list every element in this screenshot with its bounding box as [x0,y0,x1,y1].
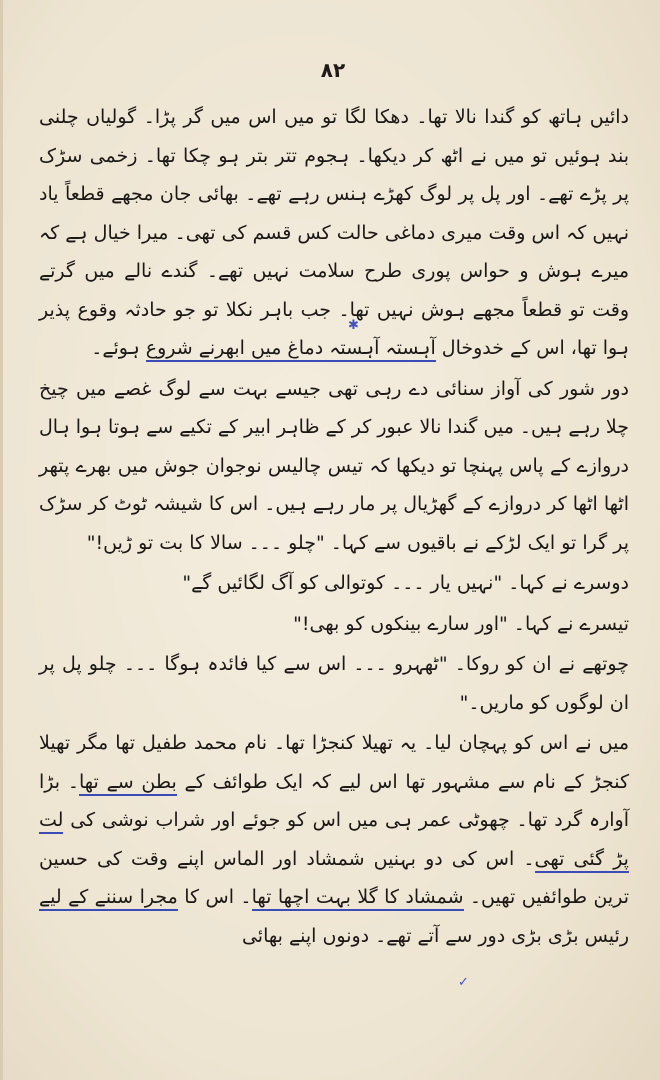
text-run: تیسرے نے کہا۔ "اور سارے بینکوں کو بھی!" [293,612,629,635]
underlined-phrase: بطن سے تھا [79,771,177,796]
underlined-phrase: لت پڑ گئی تھی [39,809,629,873]
text-run: ۔ بڑا آوارہ گرد تھا۔ چھوٹی عمر ہی میں اس کو جوئے اور شراب نوشی کی [39,770,629,831]
text-run: دور شور کی آواز سنائی دے رہی تھی جیسے بہت سے لوگ غصے میں چیخ چلا رہے ہیں۔ میں گندا نالا عبور کر کے ظاہر ابیر کے تکیے سے ہوتا ہوا ہال دروازے کے پاس پہنچا تو دیکھا کہ تیس چالیس نوجوان جوش میں بھرے پتھر اٹھا اٹھا کر دروازے کے گھڑیال پر مار رہے ہیں۔ اس کا شیشہ ٹوٹ کر سڑک پر گرا تو ایک لڑکے نے باقیوں سے کہا۔ "چلو ۔۔۔ سالا کا بت تو ڑیں!" [39,377,629,554]
underlined-phrase: آہستہ آہستہ دماغ میں ابھرنے شروع [146,337,436,362]
text-run: چوتھے نے ان کو روکا۔ "ٹھہرو ۔۔۔ اس سے کیا فائدہ ہوگا ۔۔۔ چلو پل پر ان لوگوں کو ماریں۔" [39,653,629,714]
paragraph [39,724,629,955]
text-run: ہوئے۔ [91,337,146,359]
text-run: ۔ اس کی دو بہنیں شمشاد اور الماس اپنے وقت کی حسین ترین طوائفیں تھیں۔ [39,847,629,908]
paragraph [39,564,629,603]
underlined-phrase: مجرا سننے کے لیے [39,886,178,911]
paragraph [39,98,629,368]
paragraph [39,645,629,722]
body-text [39,98,629,955]
paragraph [39,370,629,563]
page-number: ۸۲ [320,58,346,82]
ink-mark: ✱ [348,318,359,333]
text-run: دائیں ہاتھ کو گندا نالا تھا۔ دھکا لگا تو میں اس میں گر پڑا۔ گولیاں چلنی بند ہوئیں تو میں نے اٹھ کر دیکھا۔ ہجوم تتر بتر ہو چکا تھا۔ زخمی سڑک پر پڑے تھے۔ اور پل پر لوگ کھڑے ہنس رہے تھے۔ بھائی جان مجھے قطعاً یاد نہیں کہ اس وقت میری دماغی حالت کس قسم کی تھی۔ میرا خیال ہے کہ میرے ہوش و حواس پوری طرح سلامت نہیں تھے۔ گندے نالے میں گرتے وقت تو قطعاً مجھے ہوش نہیں تھا۔ جب باہر نکلا تو جو حادثہ وقوع پذیر ہوا تھا، اس کے خدوخال [39,106,629,359]
text-run: میں نے اس کو پہچان لیا۔ یہ تھیلا کنجڑا تھا۔ نام محمد طفیل تھا مگر تھیلا کنجڑ کے نام سے مشہور تھا اس لیے کہ ایک طوائف کے [39,732,629,793]
text-run: رئیس بڑی بڑی دور سے آتے تھے۔ دونوں اپنے بھائی [241,924,629,947]
ink-mark: ✓ [458,975,469,990]
text-run: دوسرے نے کہا۔ "نہیں یار ۔۔۔ کوتوالی کو آگ لگائیں گے" [182,572,629,594]
underlined-phrase: شمشاد کا گلا بہت اچھا تھا [252,886,464,911]
paragraph [39,605,629,644]
text-run: ۔ اس کا [177,886,252,908]
